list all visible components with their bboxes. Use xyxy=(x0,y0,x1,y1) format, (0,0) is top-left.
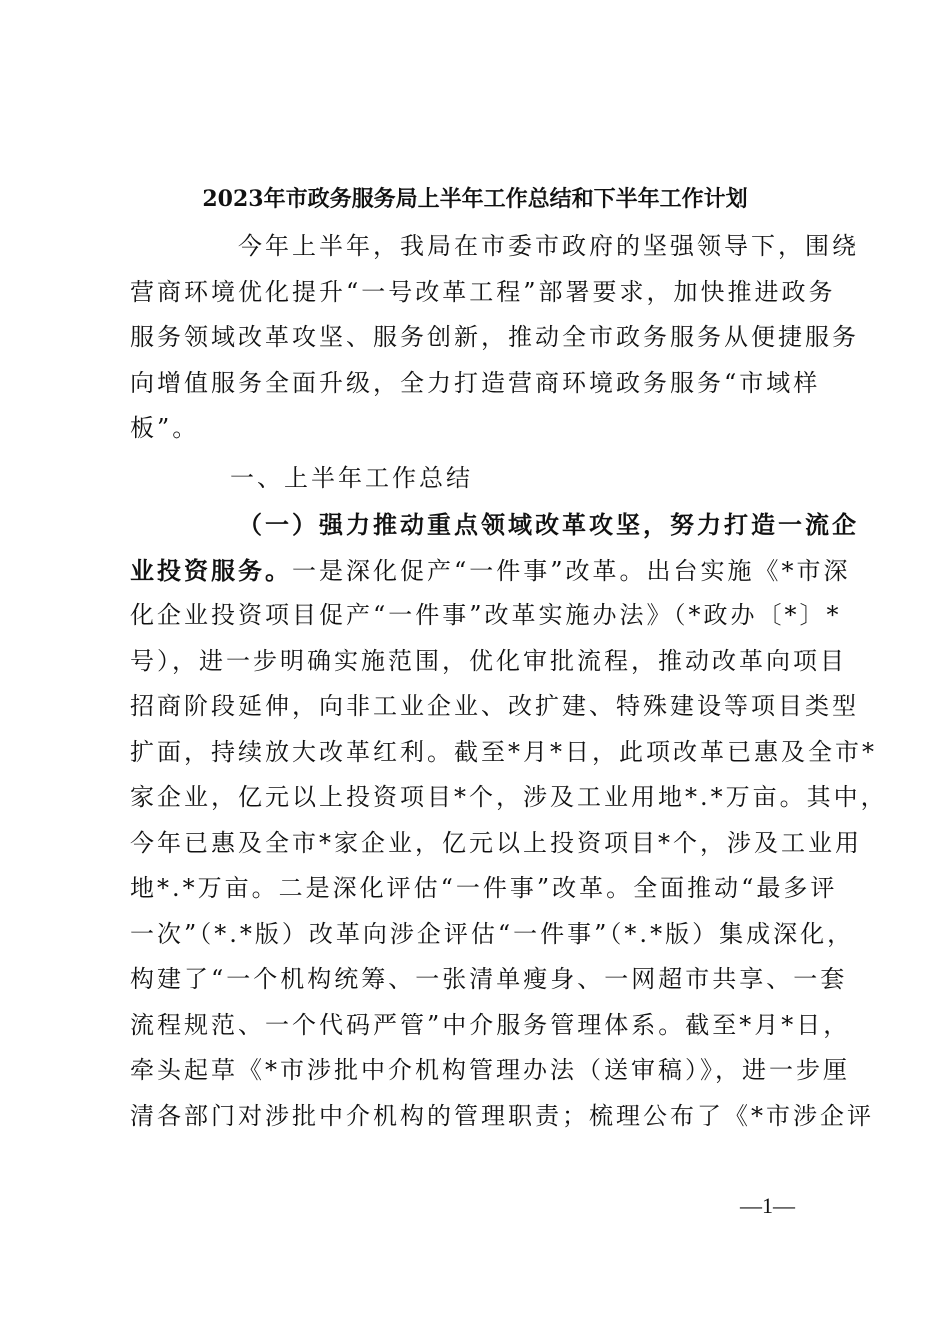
paragraph-line: 招商阶段延伸，向非工业企业、改扩建、特殊建设等项目类型 xyxy=(130,692,859,720)
paragraph-line: 清各部门对涉批中介机构的管理职责；梳理公布了《*市涉企评 xyxy=(130,1101,874,1130)
paragraph-line xyxy=(130,548,851,594)
paragraph-line: 家企业，亿元以上投资项目*个，涉及工业用地*.*万亩。其中， xyxy=(130,783,888,811)
paragraph-line: 扩面，持续放大改革红利。截至*月*日，此项改革已惠及全市* xyxy=(130,737,877,766)
section-paragraph xyxy=(130,502,888,1139)
paragraph-line: 构建了“一个机构统筹、一张清单瘦身、一网超市共享、一套 xyxy=(130,965,848,993)
paragraph-line: 今年上半年，我局在市委市政府的坚强领导下，围绕 xyxy=(238,232,859,260)
paragraph-line: 牵头起草《*市涉批中介机构管理办法（送审稿）》，进一步厘 xyxy=(130,1056,850,1084)
intro-paragraph xyxy=(130,224,859,452)
paragraph-line: 服务领域改革攻坚、服务创新，推动全市政务服务从便捷服务 xyxy=(130,323,859,351)
paragraph-line: 号），进一步明确实施范围，优化审批流程，推动改革向项目 xyxy=(130,646,847,675)
subsection-heading: （一）强力推动重点领域改革攻坚，努力打造一流企 xyxy=(238,510,859,539)
paragraph-line: 今年已惠及全市*家企业，亿元以上投资项目*个，涉及工业用 xyxy=(130,828,862,857)
paragraph-line: 营商环境优化提升“一号改革工程”部署要求，加快推进政务 xyxy=(130,277,836,306)
paragraph-line: 地*.*万亩。二是深化评估“一件事”改革。全面推动“最多评 xyxy=(130,874,838,902)
paragraph-line: 板”。 xyxy=(130,414,200,442)
paragraph-line: 一次”（*.*版）改革向涉企评估“一件事”（*.*版）集成深化， xyxy=(130,919,855,948)
section-heading: 一、上半年工作总结 xyxy=(230,464,473,492)
document-title: 2023年市政务服务局上半年工作总结和下半年工作计划 xyxy=(202,186,748,212)
page-number: —1— xyxy=(740,1193,795,1218)
paragraph-line: 化企业投资项目促产“一件事”改革实施办法》（*政办〔*〕* xyxy=(130,601,842,629)
subsection-heading-tail: 业投资服务。 xyxy=(130,555,292,585)
paragraph-text: 一是深化促产“一件事”改革。出台实施《*市深 xyxy=(292,556,851,585)
paragraph-line: 向增值服务全面升级，全力打造营商环境政务服务“市域样 xyxy=(130,368,821,397)
paragraph-line: 流程规范、一个代码严管”中介服务管理体系。截至*月*日， xyxy=(130,1010,851,1039)
